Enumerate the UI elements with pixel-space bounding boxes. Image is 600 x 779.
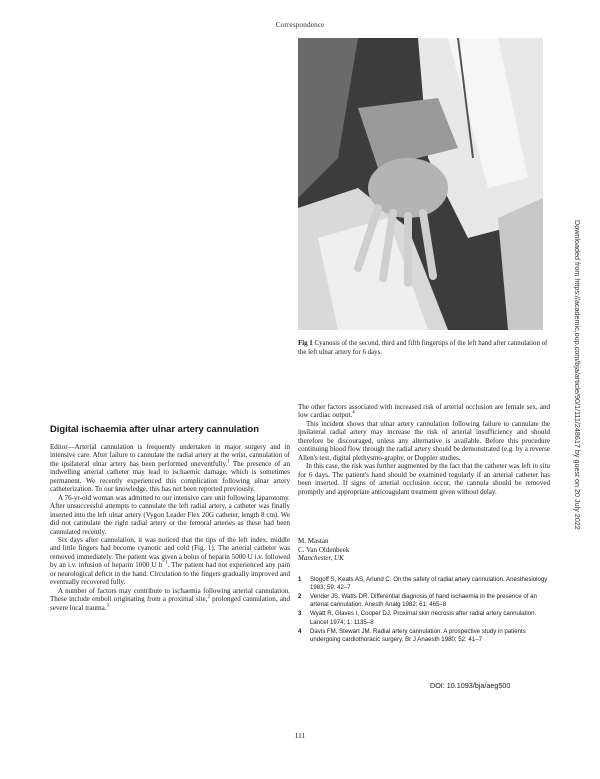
- citation-superscript: 2: [207, 594, 210, 600]
- doi-link[interactable]: DOI: 10.1093/bja/aeg500: [430, 681, 511, 690]
- body-paragraph: [298, 462, 550, 496]
- figure-photo-cyanotic-hand: [298, 38, 543, 330]
- reference-text: Vender JS, Watts DR. Differential diagnosis of hand ischaemia in the presence of an arterial cannulation. Anesth Analg 1982; 61: 465–8: [310, 593, 537, 609]
- citation-superscript: 3: [106, 603, 110, 609]
- body-paragraph: [50, 536, 290, 587]
- body-paragraph: [298, 403, 550, 420]
- body-text: for 6 days. The patient's hand should be examined regularly if an arterial catheter has been inserted. If signs of arterial occlusion occur, the cannula should be removed promptly and appropriate anticoagulant treatment given without delay.: [298, 470, 550, 496]
- reference-number: 2: [298, 593, 302, 601]
- figure-caption-text: Cyanosis of the second, third and fifth fingertips of the left hand after cannulation of the left ulnar artery for 6 days.: [298, 340, 548, 356]
- figure-caption-label: Fig 1: [298, 340, 313, 347]
- citation-superscript: 1: [227, 459, 230, 465]
- body-text: In this case, the risk was further augmented by the fact that the catheter was left: [306, 462, 533, 471]
- italic-term: in situ: [532, 462, 550, 471]
- page-number: 111: [294, 731, 306, 740]
- author-name: C. Van Oldenbeek: [298, 545, 350, 554]
- unit-superscript: −1: [162, 561, 168, 566]
- author-signature: [298, 537, 349, 563]
- reference-number: 3: [298, 610, 302, 618]
- body-text: The presence of an indwelling arterial catheter may lead to ischaemic damage, which is sometimes permanent. We recently experienced this complication following ulnar artery catheterization. To our knowledge, this has not been reported previously.: [50, 459, 290, 494]
- body-text: . The patient had not experienced any pain or neurological deficit in the hand. Circulation to the fingers gradually improved and eventually recovered fully.: [50, 561, 290, 587]
- reference-list: [298, 576, 550, 645]
- reference-text: Wyatt R, Glaves I, Cooper DJ. Proximal skin necrosis after radial artery cannulation. Lancet 1974; 1: 1135–8: [310, 610, 537, 626]
- right-column-body: [298, 403, 550, 496]
- hand-photo-image: [298, 38, 543, 330]
- reference-text: Slogoff S, Keats AS, Arlund C. On the safety of radial artery cannulation. Anesthesiology 1983; 59: 42–7: [310, 576, 548, 592]
- body-text: A number of factors may contribute to ischaemia following arterial cannulation. These include emboli originating from a proximal site,: [50, 586, 290, 604]
- download-watermark-text: Downloaded from https://academic.oup.com/bja/article/90/1/111/248617 by guest on 20 July 2022: [573, 220, 582, 530]
- body-paragraph: A 76-yr-old woman was admitted to our intensive care unit following laparotomy. After unsuccessful attempts to cannulate the left radial artery, a catheter was finally inserted into the left ulnar artery (Vygon Leader Flex 20G catheter, length 8 cm). We did not cannulate the right radial artery or the femoral arteries as these had been cannulated recently.: [50, 493, 290, 536]
- reference-item: [298, 628, 550, 645]
- reference-item: [298, 593, 550, 610]
- body-paragraph: [50, 587, 290, 612]
- figure-caption: [298, 339, 550, 357]
- reference-item: [298, 610, 550, 627]
- body-text: Editor—Arterial cannulation is frequently undertaken in major surgery and in intensive care. After failure to cannulate the radial artery at the wrist, cannulation of the ipsilateral ulnar artery has been performed uneventfully.: [50, 443, 290, 468]
- body-paragraph: This incident shows that ulnar artery cannulation following failure to cannulate the ipsilateral radial artery may increase the risk of arterial insufficiency and should therefore be discouraged, unless any alternative is available. Before this procedure continuing blood flow through the radial artery should be demonstrated (e.g. by a reverse Allen's test, digital plethysmo-graphy, or Doppler studies.: [298, 419, 550, 462]
- running-head: Correspondence: [275, 20, 325, 29]
- body-text: prolonged cannulation, and severe local trauma.: [50, 595, 290, 612]
- reference-text: Davis FM, Stewart JM. Radial artery cannulation. A prospective study in patients undergoing cardiothoracic surgery. Br J Anaesth 1980; 52: 41–7: [310, 627, 526, 643]
- left-column-body: [50, 443, 290, 612]
- body-text: The other factors associated with increased risk of arterial occlusion are female sex, and low cardiac output.: [298, 403, 550, 420]
- article-title: Digital ischaemia after ulnar artery cannulation: [50, 423, 259, 434]
- reference-number: 1: [298, 576, 302, 583]
- citation-superscript: 4: [352, 411, 355, 417]
- body-paragraph: [50, 443, 290, 494]
- reference-number: 4: [298, 627, 302, 635]
- body-text: Six days after cannulation, it was noticed that the tips of the left index, middle and little fingers had become cyanotic and cold (Fig. 1). The arterial catheter was removed immediately. The patient was given a bolus of heparin 5000 U i.v. followed by an i.v. infusion of heparin 1000 U h: [50, 535, 290, 570]
- author-location: Manchester, UK: [298, 554, 344, 563]
- reference-item: [298, 576, 550, 593]
- author-name: M. Mastan: [298, 537, 329, 545]
